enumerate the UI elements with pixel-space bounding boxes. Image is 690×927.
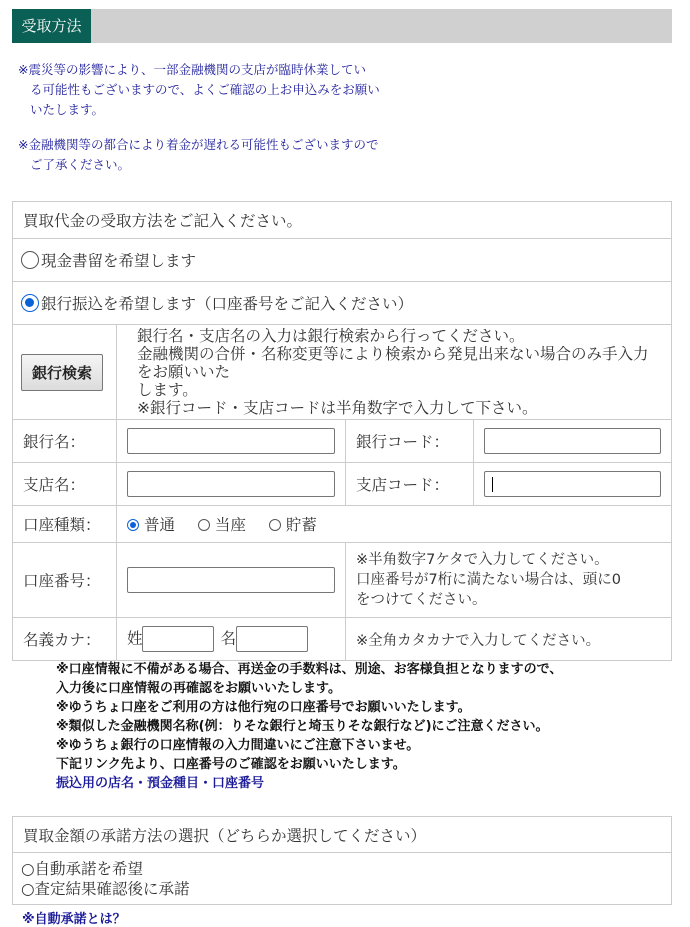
approval-heading: 買取金額の承諾方法の選択（どちらか選択してください） xyxy=(13,817,672,853)
holder-kana-note: ※全角カタカナで入力してください。 xyxy=(345,618,671,661)
account-number-note: ※半角数字7ケタで入力してください。 口座番号が7桁に満たない場合は、頭に0 をつけてください。 xyxy=(345,543,671,618)
branch-code-label: 支店コード： xyxy=(345,463,473,506)
approval-table xyxy=(12,816,672,905)
branch-name-input[interactable] xyxy=(127,471,335,497)
account-type-toza[interactable]: 当座 xyxy=(198,516,246,534)
holder-first-input[interactable] xyxy=(236,626,308,652)
bank-code-label: 銀行コード： xyxy=(345,420,473,463)
bank-name-label: 銀行名： xyxy=(13,420,117,463)
cash-option-label: 現金書留を希望します xyxy=(41,252,197,270)
chochiku-radio[interactable] xyxy=(269,519,281,531)
account-type-futsu[interactable]: 普通 xyxy=(127,516,175,534)
text-caret xyxy=(492,477,493,492)
account-type-options xyxy=(116,506,671,543)
payment-table xyxy=(12,201,672,661)
account-info-link[interactable]: 振込用の店名・預金種目・口座番号 xyxy=(56,776,265,791)
section-header xyxy=(12,9,672,43)
bank-name-input[interactable] xyxy=(127,428,335,454)
branch-name-label: 支店名： xyxy=(13,463,117,506)
cash-option-row[interactable] xyxy=(13,239,672,282)
account-number-input[interactable] xyxy=(127,567,335,593)
search-help: 銀行名・支店名の入力は銀行検索から行ってください。 金融機関の合併・名称変更等により検索から発見出来ない場合のみ手入力をお願いいた します。 ※銀行コード・支店コードは半角数字で入力して下さい。 xyxy=(116,325,671,420)
approval-auto-option[interactable]: ○自動承諾を希望 xyxy=(21,859,144,878)
bank-code-input[interactable] xyxy=(484,428,661,454)
notice-block-1: ※震災等の影響により、一部金融機関の支店が臨時休業してい る可能性もございますので、よくご確認の上お申込みをお願い いたします。 xyxy=(18,62,380,117)
bank-search-button[interactable]: 銀行検索 xyxy=(21,354,103,391)
holder-last-input[interactable] xyxy=(142,626,214,652)
account-number-label: 口座番号： xyxy=(13,543,117,618)
payment-heading: 買取代金の受取方法をご記入ください。 xyxy=(13,202,672,239)
cash-radio[interactable] xyxy=(21,251,39,269)
bank-option-row[interactable] xyxy=(13,282,672,325)
holder-kana-label: 名義カナ： xyxy=(13,618,117,661)
toza-radio[interactable] xyxy=(198,519,210,531)
account-type-chochiku[interactable]: 貯蓄 xyxy=(269,516,317,534)
branch-code-input[interactable] xyxy=(484,471,661,497)
bank-notes: ※口座情報に不備がある場合、再送金の手数料は、別途、お客様負担となりますので、 入力後に口座情報の再確認をお願いいたします。 ※ゆうちょ口座をご利用の方は他行宛の口座番号でお願いいたします。 ※類似した金融機関名称(例：りそな銀行と埼玉りそな銀行など)にご注意ください。 ※ゆうちょ銀行の口座情報の入力間違いにご注意下さいませ。 下記リンク先より、口座番号のご確認をお願いいたします。 振込用の店名・預金種目・口座番号 xyxy=(56,662,563,791)
account-type-label: 口座種類： xyxy=(13,506,117,543)
futsu-radio[interactable] xyxy=(127,519,139,531)
bank-option-label: 銀行振込を希望します（口座番号をご記入ください） xyxy=(41,295,414,313)
notice-block-2: ※金融機関等の都合により着金が遅れる可能性もございますので ご了承ください。 xyxy=(18,137,379,172)
bank-radio[interactable] xyxy=(21,294,39,312)
approval-options xyxy=(13,853,672,905)
approval-manual-option[interactable]: ○査定結果確認後に承諾 xyxy=(21,879,190,898)
holder-kana-inputs: 姓 名 xyxy=(116,618,345,661)
section-title: 受取方法 xyxy=(12,9,91,43)
search-cell xyxy=(13,325,117,420)
auto-approval-link[interactable]: ※自動承諾とは？ xyxy=(22,912,126,927)
